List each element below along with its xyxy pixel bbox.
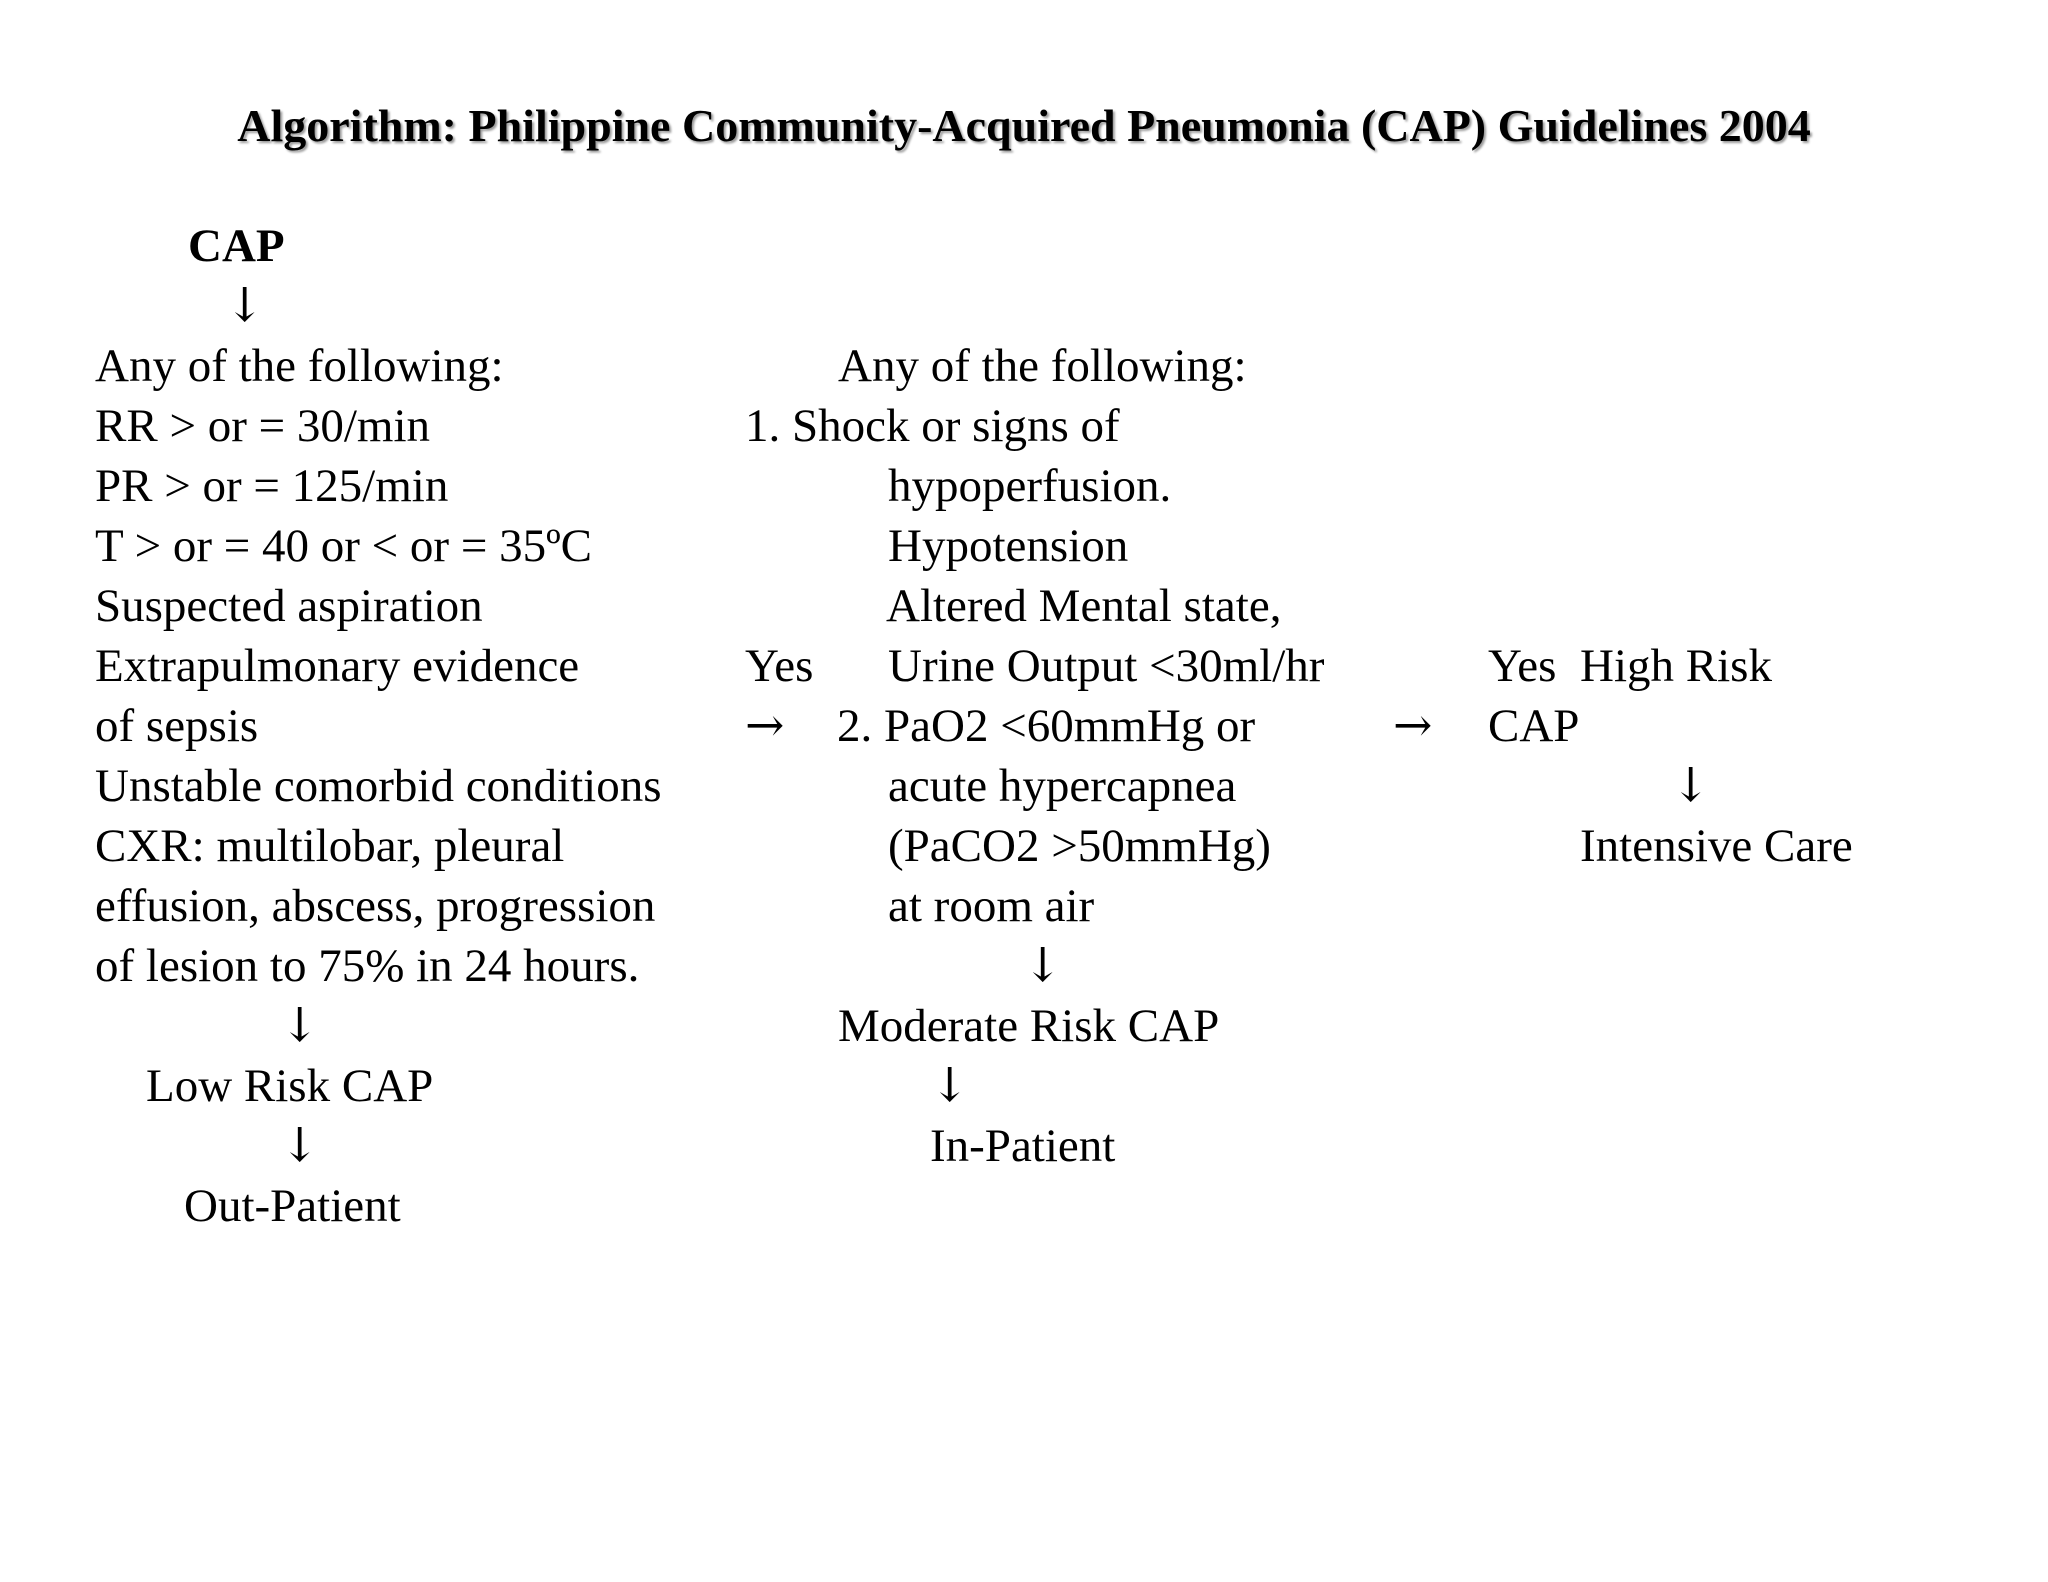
low-risk-cap-label: Low Risk CAP: [146, 1060, 434, 1112]
down-arrow-icon: ↓: [280, 1118, 320, 1173]
out-patient-label: Out-Patient: [184, 1180, 401, 1232]
criteria-line: Unstable comorbid conditions: [95, 760, 662, 812]
intensive-care-label: Intensive Care: [1580, 820, 1853, 872]
high-risk-cap-label: CAP: [1488, 700, 1580, 752]
moderate-risk-cap-label: Moderate Risk CAP: [838, 1000, 1220, 1052]
criteria-line: Any of the following:: [838, 340, 1247, 392]
down-arrow-icon: ↓: [1671, 758, 1711, 813]
criteria-line: hypoperfusion.: [888, 460, 1172, 512]
criteria-line: Altered Mental state,: [886, 580, 1282, 632]
right-arrow-icon: →: [745, 698, 785, 753]
criteria-line: T > or = 40 or < or = 35ºC: [95, 520, 593, 572]
criteria-line: Extrapulmonary evidence: [95, 640, 580, 692]
down-arrow-icon: ↓: [225, 278, 265, 333]
criteria-line: 2. PaO2 <60mmHg or: [837, 700, 1256, 752]
criteria-line: at room air: [888, 880, 1095, 932]
high-risk-label: High Risk: [1580, 640, 1772, 692]
yes-label: Yes: [745, 640, 814, 692]
criteria-line: Urine Output <30ml/hr: [888, 640, 1325, 692]
criteria-line: effusion, abscess, progression: [95, 880, 656, 932]
down-arrow-icon: ↓: [280, 998, 320, 1053]
page-title: Algorithm: Philippine Community-Acquired Pneumonia (CAP) Guidelines 2004: [237, 100, 1811, 151]
criteria-line: RR > or = 30/min: [95, 400, 431, 452]
criteria-line: of lesion to 75% in 24 hours.: [95, 940, 640, 992]
right-arrow-icon: →: [1393, 698, 1433, 753]
criteria-line: Any of the following:: [95, 340, 504, 392]
yes-label: Yes: [1488, 640, 1557, 692]
criteria-line: of sepsis: [95, 700, 259, 752]
down-arrow-icon: ↓: [1023, 938, 1063, 993]
criteria-line: CXR: multilobar, pleural: [95, 820, 565, 872]
criteria-line: Hypotension: [888, 520, 1129, 572]
criteria-line: Suspected aspiration: [95, 580, 483, 632]
criteria-line: 1. Shock or signs of: [745, 400, 1120, 452]
criteria-line: PR > or = 125/min: [95, 460, 449, 512]
in-patient-label: In-Patient: [930, 1120, 1116, 1172]
criteria-line: (PaCO2 >50mmHg): [888, 820, 1271, 872]
down-arrow-icon: ↓: [930, 1058, 970, 1113]
criteria-line: acute hypercapnea: [888, 760, 1237, 812]
start-node-label: CAP: [188, 220, 285, 272]
